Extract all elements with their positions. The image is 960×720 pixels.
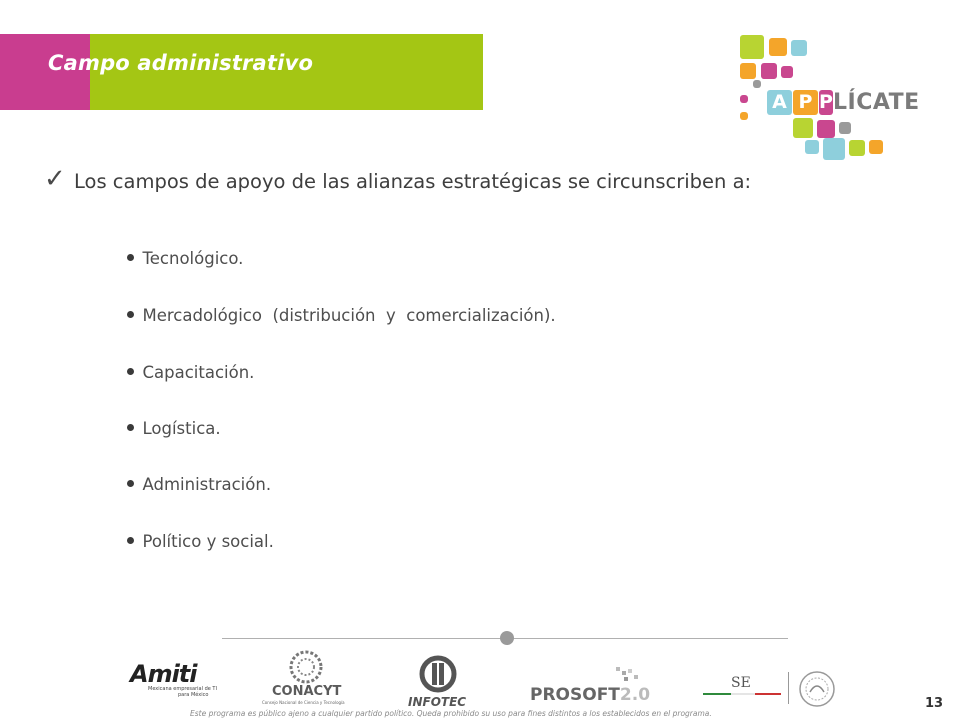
prosoft-dots-icon <box>610 665 650 685</box>
footer-separator <box>788 672 789 704</box>
list-item: Logística. <box>96 400 221 457</box>
list-item: Mercadológico (distribución y comercialización). <box>96 287 556 344</box>
amiti-logo: Amiti Mexicana empresarial de TI para México <box>130 660 217 698</box>
infotec-logo: INFOTEC <box>408 655 472 711</box>
content-heading: Los campos de apoyo de las alianzas estratégicas se circunscriben a: <box>74 170 752 193</box>
list-item: Político y social. <box>96 513 274 570</box>
se-logo: SE <box>703 675 783 705</box>
logo-letter-p1: P <box>793 90 818 115</box>
conacyt-seal-icon <box>286 650 326 684</box>
logo-letter-a: A <box>767 90 792 115</box>
bullet-icon <box>127 368 134 375</box>
conacyt-logo: CONACYT Consejo Nacional de Ciencia y Tecnología <box>262 650 362 706</box>
logo-word: LÍCATE <box>833 90 920 115</box>
bullet-icon <box>127 254 134 261</box>
slide-title: Campo administrativo <box>48 51 314 75</box>
prosoft-logo: PROSOFT2.0 <box>530 665 655 710</box>
footer-disclaimer: Este programa es público ajeno a cualquier partido político. Queda prohibido su uso para fines distintos a los establecidos en el programa. <box>190 709 712 718</box>
applicate-logo <box>735 30 935 140</box>
checkmark-icon: ✓ <box>44 164 66 194</box>
title-banner <box>0 34 483 110</box>
page-number: 13 <box>925 696 944 711</box>
list-item: Tecnológico. <box>96 230 243 287</box>
bullet-icon <box>127 311 134 318</box>
bullet-icon <box>127 480 134 487</box>
list-item: Administración. <box>96 456 271 513</box>
logo-letter-p2: P <box>819 91 833 113</box>
footer-dot <box>500 631 514 645</box>
bullet-icon <box>127 424 134 431</box>
list-item: Capacitación. <box>96 344 254 401</box>
mexico-seal-icon <box>798 670 836 708</box>
infotec-symbol-icon <box>418 655 458 693</box>
bullet-icon <box>127 537 134 544</box>
